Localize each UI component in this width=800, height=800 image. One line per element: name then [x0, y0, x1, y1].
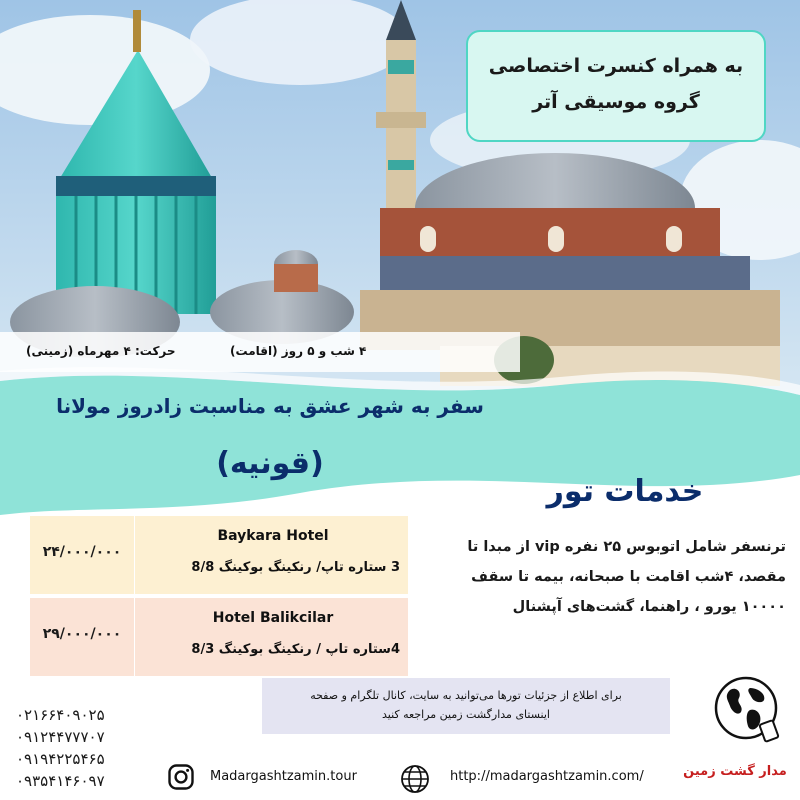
- phone-number[interactable]: ۰۲۱۶۶۴۰۹۰۲۵: [16, 706, 105, 724]
- globe-icon[interactable]: [400, 764, 430, 794]
- brand-name: مدار گشت زمین: [683, 764, 787, 779]
- phone-number[interactable]: ۰۹۳۵۴۱۴۶۰۹۷: [16, 772, 105, 790]
- services-title: خدمات تور: [546, 474, 704, 509]
- city-name: (قونیه): [216, 446, 324, 481]
- services-line-1: ترنسفر شامل اتوبوس ۲۵ نفره vip از مبدا تا: [467, 539, 786, 555]
- concert-banner: [466, 30, 766, 142]
- phone-number[interactable]: ۰۹۱۹۴۲۲۵۴۶۵: [16, 750, 105, 768]
- hotel-rating: 3 ستاره تاپ/ رنکینگ بوکینگ 8/8: [191, 560, 400, 575]
- concert-line-1: به همراه کنسرت اختصاصی: [488, 55, 744, 77]
- phone-number[interactable]: ۰۹۱۲۴۴۷۷۷۰۷: [16, 728, 105, 746]
- concert-line-2: گروه موسیقی آتر: [532, 91, 700, 113]
- website-link[interactable]: http://madargashtzamin.com/: [450, 769, 644, 784]
- services-line-3: ۱۰۰۰۰ یورو ، راهنما، گشت‌های آپشنال: [512, 599, 786, 615]
- instagram-icon[interactable]: [168, 764, 194, 790]
- trip-duration: ۴ شب و ۵ روز (اقامت): [230, 344, 367, 358]
- world-globe-logo: [706, 676, 786, 748]
- services-line-2: مقصد، ۴شب اقامت با صبحانه، بیمه تا سقف: [471, 569, 786, 585]
- info-notice: [262, 678, 670, 734]
- hotel-name: Hotel Balikcilar: [212, 610, 334, 626]
- social-links: [168, 764, 688, 794]
- notice-line-1: برای اطلاع از جزئیات تورها می‌توانید به سایت، کانال تلگرام و صفحه: [310, 689, 622, 702]
- trip-title: سفر به شهر عشق به مناسبت زادروز مولانا: [56, 394, 484, 418]
- hotel-row: [30, 516, 408, 594]
- hotel-name: Baykara Hotel: [217, 528, 329, 544]
- notice-line-2: اینستای مدارگشت زمین مراجعه کنید: [382, 708, 550, 721]
- hotel-price-table: [30, 516, 408, 678]
- services-description: [400, 532, 786, 622]
- hotel-row: [30, 598, 408, 676]
- trip-info-strip: [0, 340, 520, 368]
- trip-departure: حرکت: ۴ مهرماه (زمینی): [26, 344, 176, 358]
- hotel-rating: 4ستاره تاپ / رنکینگ بوکینگ 8/3: [191, 642, 400, 657]
- hotel-price: ۲۴/۰۰۰/۰۰۰: [30, 516, 135, 594]
- phone-list: [16, 704, 156, 792]
- instagram-link[interactable]: Madargashtzamin.tour: [210, 769, 357, 784]
- hotel-price: ۲۹/۰۰۰/۰۰۰: [30, 598, 135, 676]
